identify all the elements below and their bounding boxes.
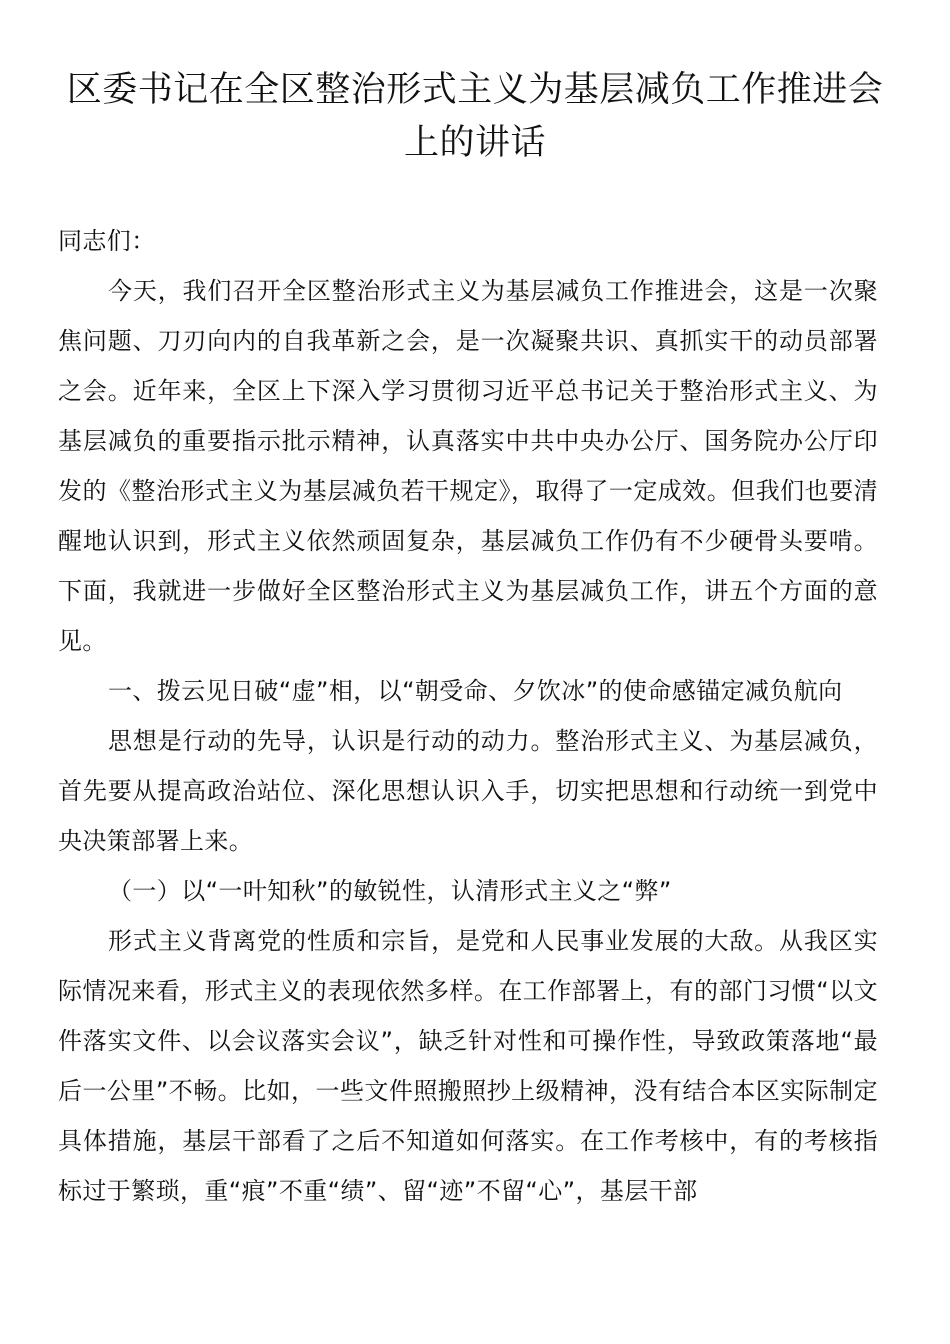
section-heading-1: 一、拨云见日破“虚”相，以“朝受命、夕饮冰”的使命感锚定减负航向: [108, 677, 843, 705]
paragraph-subsection-1: 形式主义背离党的性质和宗旨，是党和人民事业发展的大敌。从我区实际情况来看，形式主义的表现依然多样。在工作部署上，有的部门习惯“以文件落实文件、以会议落实会议”，缺乏针对性和可操作性，导致政策落地“最后一公里”不畅。比如，一些文件照搬照抄上级精神，没有结合本区实际制定具体措施，基层干部看了之后不知道如何落实。在工作考核中，有的考核指标过于繁琐，重“痕”不重“绩”、留“迹”不留“心”，基层干部: [58, 927, 878, 1205]
salutation: 同志们：: [58, 227, 156, 255]
paragraph-intro: 今天，我们召开全区整治形式主义为基层减负工作推进会，这是一次聚焦问题、刀刃向内的自我革新之会，是一次凝聚共识、真抓实干的动员部署之会。近年来，全区上下深入学习贯彻习近平总书记关于整治形式主义、为基层减负的重要指示批示精神，认真落实中共中央办公厅、国务院办公厅印发的《整治形式主义为基层减负若干规定》，取得了一定成效。但我们也要清醒地认识到，形式主义依然顽固复杂，基层减负工作仍有不少硬骨头要啃。下面，我就进一步做好全区整治形式主义为基层减负工作，讲五个方面的意见。: [58, 277, 878, 655]
paragraph-section-1: 思想是行动的先导，认识是行动的动力。整治形式主义、为基层减负，首先要从提高政治站位、深化思想认识入手，切实把思想和行动统一到党中央决策部署上来。: [58, 727, 878, 855]
document-title: 区委书记在全区整治形式主义为基层减负工作推进会上的讲话: [66, 70, 884, 163]
subsection-heading-1: （一）以“一叶知秋”的敏锐性，认清形式主义之“弊”: [108, 877, 672, 905]
document-body: [58, 216, 878, 1216]
